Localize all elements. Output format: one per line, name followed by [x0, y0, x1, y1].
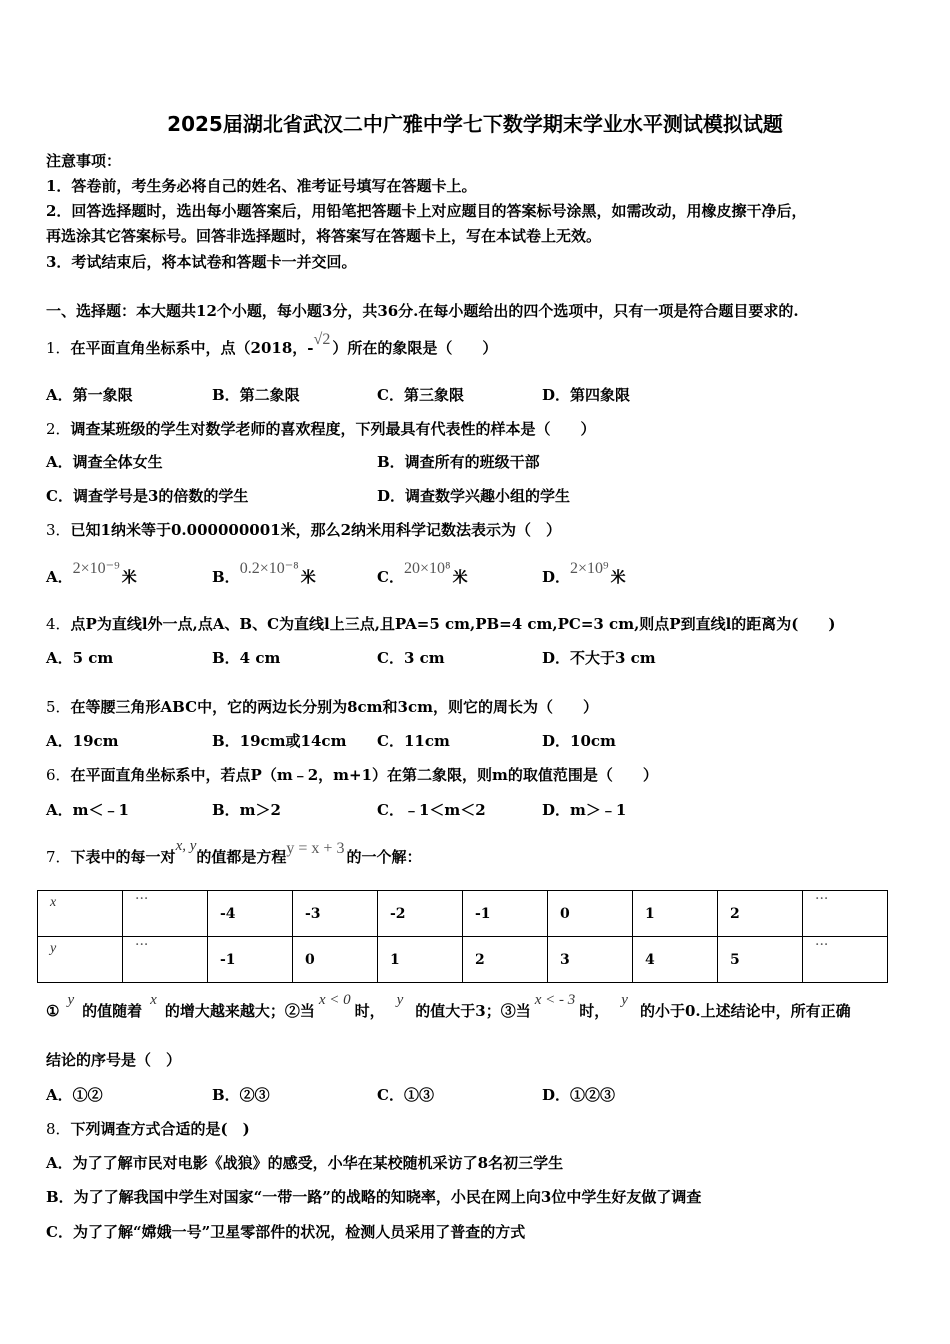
- table-cell: 3: [548, 937, 633, 983]
- solutions-table: [37, 890, 888, 983]
- math: x < 0: [318, 992, 351, 1008]
- q7-option-c[interactable]: C．①③: [377, 1086, 434, 1104]
- question-2: [46, 419, 596, 439]
- q4-option-c[interactable]: C．3 cm: [377, 649, 445, 667]
- q8-option-a[interactable]: A．为了了解市民对电影《战狼》的感受，小华在某校随机采访了8名初三学生: [46, 1154, 564, 1172]
- unit: 米: [121, 568, 137, 586]
- option-label: A．: [46, 568, 73, 586]
- q-text: 在平面直角坐标系中，点（2018，-: [70, 339, 314, 357]
- unit: 米: [610, 568, 626, 586]
- option-math: 0.2×10⁻⁸: [239, 560, 299, 577]
- section-heading: 一、选择题：本大题共12个小题，每小题3分，共36分.在每小题给出的四个选项中，只有一项是符合题目要求的.: [46, 302, 799, 320]
- question-4: [46, 614, 835, 634]
- q6-option-a[interactable]: A．m＜﹣1: [46, 801, 129, 819]
- q3-option-c[interactable]: [377, 560, 468, 588]
- option-math: 2×10⁹: [570, 560, 609, 577]
- math: y: [621, 992, 628, 1008]
- row-header: x: [38, 891, 123, 937]
- q5-option-b[interactable]: B．19cm或14cm: [212, 732, 347, 750]
- math: x < - 3: [534, 992, 576, 1008]
- option-math: 20×10⁸: [403, 560, 451, 577]
- unit: 米: [300, 568, 316, 586]
- table-cell: -2: [378, 891, 463, 937]
- q-text: 在平面直角坐标系中，若点P（m﹣2，m+1）在第二象限，则m的取值范围是（ ）: [70, 766, 658, 784]
- q7-statements: [46, 992, 851, 1022]
- note-2: 2．回答选择题时，选出每小题答案后，用铅笔把答题卡上对应题目的答案标号涂黑，如需改动，用橡皮擦干净后，: [46, 202, 807, 220]
- question-6: [46, 765, 658, 785]
- table-cell: 4: [633, 937, 718, 983]
- page-title: 2025届湖北省武汉二中广雅中学七下数学期末学业水平测试模拟试题: [167, 112, 783, 136]
- q-num: 6．: [46, 766, 71, 784]
- s-text: 的值随着: [82, 1002, 143, 1020]
- table-row-x: [38, 891, 888, 937]
- row-header: y: [38, 937, 123, 983]
- q2-option-d[interactable]: D．调查数学兴趣小组的学生: [377, 487, 571, 505]
- q-num: 4．: [46, 615, 71, 633]
- q-text: 的一个解：: [346, 848, 422, 866]
- q-num: 5．: [46, 698, 71, 716]
- q5-option-a[interactable]: A．19cm: [46, 732, 119, 750]
- q-num: 7．: [46, 848, 71, 866]
- ellipsis-cell: ···: [803, 937, 888, 983]
- sqrt-2: √2: [313, 331, 331, 348]
- equation: y = x + 3: [286, 840, 345, 857]
- ellipsis-cell: ···: [803, 891, 888, 937]
- q8-option-c[interactable]: C．为了了解“嫦娥一号”卫星零部件的状况，检测人员采用了普查的方式: [46, 1223, 526, 1241]
- question-1: [46, 331, 498, 359]
- math: y: [67, 992, 75, 1008]
- table-cell: -4: [208, 891, 293, 937]
- table-cell: 0: [548, 891, 633, 937]
- table-cell: 1: [378, 937, 463, 983]
- question-8: [46, 1119, 250, 1139]
- q3-option-d[interactable]: [542, 560, 626, 588]
- s-text: 时，: [354, 1002, 385, 1020]
- table-cell: 0: [293, 937, 378, 983]
- q-text: ）所在的象限是（ ）: [332, 339, 498, 357]
- q7-option-b[interactable]: B．②③: [212, 1086, 270, 1104]
- unit: 米: [452, 568, 468, 586]
- s-text: 的小于0.上述结论中，所有正确: [639, 1002, 851, 1020]
- option-label: B．: [212, 568, 240, 586]
- table-cell: 1: [633, 891, 718, 937]
- ellipsis-cell: ···: [123, 937, 208, 983]
- option-math: 2×10⁻⁹: [72, 560, 120, 577]
- table-cell: -3: [293, 891, 378, 937]
- q-num: 1．: [46, 339, 71, 357]
- q-num: 8．: [46, 1120, 71, 1138]
- q1-option-b[interactable]: B．第二象限: [212, 386, 300, 404]
- q-text: 点P为直线l外一点,点A、B、C为直线l上三点,且PA=5 cm,PB=4 cm,PC=3 cm,则点P到直线l的距离为( ): [70, 615, 836, 633]
- q3-option-b[interactable]: [212, 560, 316, 588]
- q1-option-c[interactable]: C．第三象限: [377, 386, 464, 404]
- question-5: [46, 697, 598, 717]
- q-text: 下表中的每一对: [70, 848, 176, 866]
- q-text: 调查某班级的学生对数学老师的喜欢程度，下列最具有代表性的样本是（ ）: [70, 420, 596, 438]
- q4-option-d[interactable]: D．不大于3 cm: [542, 649, 656, 667]
- s-text: 的值大于3；③当: [415, 1002, 531, 1020]
- note-3: 3．考试结束后，将本试卷和答题卡一并交回。: [46, 253, 357, 271]
- question-7: [46, 838, 422, 868]
- notes-heading: 注意事项：: [46, 152, 122, 170]
- q4-option-b[interactable]: B．4 cm: [212, 649, 281, 667]
- option-label: D．: [542, 568, 571, 586]
- q-text: 在等腰三角形ABC中，它的两边长分别为8cm和3cm，则它的周长为（ ）: [70, 698, 598, 716]
- q3-option-a[interactable]: [46, 560, 137, 588]
- s-text: 的增大越来越大；②当: [164, 1002, 315, 1020]
- q7-option-d[interactable]: D．①②③: [542, 1086, 616, 1104]
- q-num: 3．: [46, 521, 71, 539]
- q-text: 的值都是方程: [196, 848, 287, 866]
- table-cell: 2: [718, 891, 803, 937]
- table-cell: 2: [463, 937, 548, 983]
- q5-option-d[interactable]: D．10cm: [542, 732, 616, 750]
- q1-option-d[interactable]: D．第四象限: [542, 386, 631, 404]
- math: x: [150, 992, 157, 1008]
- q-text: 已知1纳米等于0.000000001米，那么2纳米用科学记数法表示为（ ）: [70, 521, 562, 539]
- table-cell: -1: [208, 937, 293, 983]
- ellipsis-cell: ···: [123, 891, 208, 937]
- q2-option-b[interactable]: B．调查所有的班级干部: [377, 453, 540, 471]
- question-3: [46, 520, 561, 540]
- table-cell: -1: [463, 891, 548, 937]
- s-text: 时，: [579, 1002, 610, 1020]
- q1-option-a[interactable]: A．第一象限: [46, 386, 133, 404]
- q7-option-a[interactable]: A．①②: [46, 1086, 103, 1104]
- q2-option-a[interactable]: A．调查全体女生: [46, 453, 163, 471]
- note-2-cont: 再选涂其它答案标号。回答非选择题时，将答案写在答题卡上，写在本试卷上无效。: [46, 227, 602, 245]
- q7-prompt: 结论的序号是（ ）: [46, 1051, 182, 1069]
- option-label: C．: [377, 568, 404, 586]
- table-cell: 5: [718, 937, 803, 983]
- q-text: 下列调查方式合适的是( ): [70, 1120, 250, 1138]
- q8-option-b[interactable]: B．为了了解我国中学生对国家“一带一路”的战略的知晓率，小民在网上向3位中学生好友做了调查: [46, 1188, 702, 1206]
- q4-option-a[interactable]: A．5 cm: [46, 649, 114, 667]
- q6-option-b[interactable]: B．m＞2: [212, 801, 281, 819]
- note-1: 1．答卷前，考生务必将自己的姓名、准考证号填写在答题卡上。: [46, 177, 477, 195]
- q5-option-c[interactable]: C．11cm: [377, 732, 450, 750]
- math-xy: x, y: [175, 838, 197, 854]
- table-row-y: [38, 937, 888, 983]
- q2-option-c[interactable]: C．调查学号是3的倍数的学生: [46, 487, 249, 505]
- math: y: [396, 992, 404, 1008]
- q6-option-c[interactable]: C．﹣1＜m＜2: [377, 801, 486, 819]
- q-num: 2．: [46, 420, 71, 438]
- q6-option-d[interactable]: D．m＞﹣1: [542, 801, 627, 819]
- s-text: ①: [46, 1002, 60, 1020]
